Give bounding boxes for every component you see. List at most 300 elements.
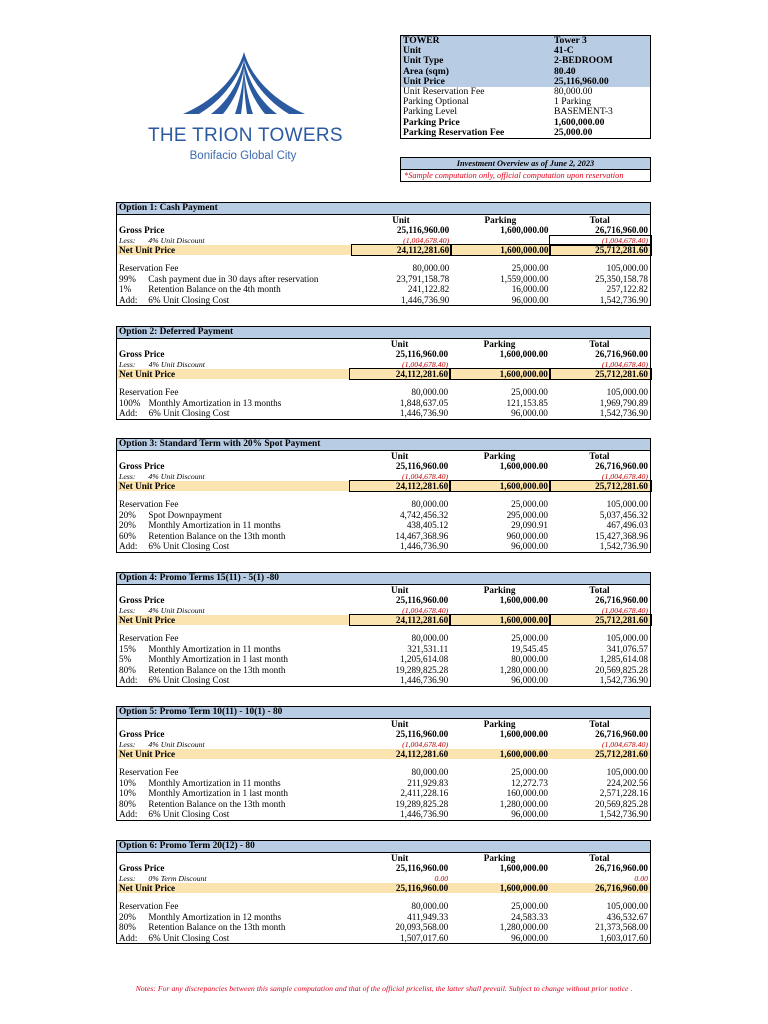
unit-amount: 24,112,281.60 — [350, 481, 450, 492]
option-title: Option 6: Promo Term 20(12) - 80 — [117, 841, 651, 853]
unit-amount: 24,112,281.60 — [350, 749, 450, 760]
total-amount: Total — [589, 450, 610, 461]
row-label: Gross Price — [119, 595, 165, 605]
option-row — [117, 255, 651, 263]
parking-amount: 96,000.00 — [450, 809, 550, 820]
row-label: Net Unit Price — [117, 749, 351, 760]
row-label: Gross Price — [119, 349, 165, 359]
total-amount: 26,716,960.00 — [595, 863, 648, 873]
option-row — [117, 595, 651, 606]
parking-amount: 19,545.45 — [511, 643, 548, 654]
row-description: Monthly Amortization in 1 last month — [148, 788, 288, 798]
option-row — [117, 360, 651, 369]
total-amount: 25,712,281.60 — [550, 615, 651, 626]
row-label: Add: — [117, 933, 148, 944]
total-amount: 1,542,736.90 — [550, 541, 651, 552]
unit-info-label: Area (sqm) — [401, 67, 553, 77]
option-row — [117, 675, 651, 686]
brand-location: Bonifacio Global City — [189, 150, 297, 162]
total-amount: 1,285,614.08 — [599, 654, 648, 664]
unit-amount: 23,791,158.78 — [396, 273, 450, 284]
parking-amount — [450, 740, 550, 749]
parking-amount: Parking — [483, 852, 516, 863]
option-row — [117, 912, 651, 923]
row-label — [117, 450, 148, 461]
total-amount: (1,004,678.40) — [550, 236, 650, 245]
option-row — [117, 387, 651, 398]
unit-amount: 25,116,960.00 — [395, 595, 449, 605]
unit-amount: 1,446,736.90 — [352, 295, 452, 306]
unit-amount — [350, 491, 450, 499]
option-row — [117, 852, 651, 863]
unit-info-label: Unit Type — [401, 56, 553, 66]
row-label: 20% — [119, 520, 136, 530]
parking-amount: 12,272.73 — [511, 777, 548, 788]
option-row — [117, 531, 651, 542]
investment-heading: Investment Overview as of June 2, 2023 — [400, 157, 651, 170]
option-title: Option 3: Standard Term with 20% Spot Payment — [117, 439, 651, 451]
row-label: Less: — [119, 873, 136, 883]
row-description: Monthly Amortization in 1 last month — [148, 654, 288, 664]
row-label: Less: — [119, 739, 136, 749]
total-amount: 25,350,158.78 — [595, 273, 648, 284]
row-description — [148, 379, 351, 387]
parking-amount: 1,600,000.00 — [450, 749, 550, 760]
investment-disclaimer: *Sample computation only, official computation upon reservation — [400, 170, 651, 182]
parking-amount: 80,000.00 — [511, 654, 548, 664]
total-amount: (1,004,678.40) — [601, 605, 648, 615]
option-row — [117, 338, 651, 349]
unit-info-label: Parking Reservation Fee — [403, 126, 505, 138]
row-description: Retention Balance on the 4th month — [148, 284, 281, 294]
option-row — [117, 225, 651, 236]
unit-amount: 25,116,960.00 — [395, 729, 449, 739]
row-label — [117, 584, 148, 595]
option-row — [117, 263, 651, 274]
row-description — [147, 255, 351, 263]
row-description: Retention Balance on the 13th month — [148, 664, 286, 675]
option-row — [117, 491, 651, 499]
parking-amount: 160,000.00 — [506, 788, 548, 798]
parking-amount: 1,600,000.00 — [451, 245, 550, 256]
parking-amount — [450, 491, 550, 499]
parking-amount: 1,280,000.00 — [499, 798, 548, 809]
row-label — [117, 255, 148, 263]
unit-amount: 1,507,017.60 — [350, 933, 450, 944]
unit-info-value: BASEMENT-3 — [554, 106, 613, 118]
row-label: 80% — [119, 922, 136, 932]
row-label: Net Unit Price — [117, 615, 351, 626]
parking-amount — [450, 606, 550, 615]
total-amount: Total — [589, 718, 610, 729]
total-amount: 105,000.00 — [606, 901, 648, 911]
total-amount: 26,716,960.00 — [595, 461, 648, 471]
option-row — [117, 584, 651, 595]
parking-amount: Parking — [484, 214, 517, 225]
total-amount: 25,712,281.60 — [550, 481, 651, 492]
option-row — [117, 450, 651, 461]
row-label: 80% — [119, 664, 136, 675]
total-amount: 15,427,368.96 — [595, 530, 648, 541]
row-description: Monthly Amortization in 12 months — [148, 911, 282, 922]
parking-amount — [450, 472, 550, 481]
parking-amount: Parking — [483, 584, 516, 595]
total-amount — [550, 893, 651, 901]
row-description — [148, 338, 351, 349]
option-row — [117, 379, 651, 387]
unit-info-value: 25,116,960.00 — [552, 77, 651, 87]
unit-amount: (1,004,678.40) — [402, 471, 449, 481]
parking-amount: 1,600,000.00 — [499, 863, 548, 873]
total-amount: 257,122.82 — [606, 284, 648, 294]
row-label: Reservation Fee — [119, 499, 179, 509]
row-label: Gross Price — [119, 863, 165, 873]
total-amount: 1,542,736.90 — [550, 295, 650, 306]
unit-info-value: 2-BEDROOM — [552, 56, 651, 66]
total-amount — [550, 491, 651, 499]
total-amount: 1,542,736.90 — [550, 408, 651, 419]
unit-amount: 2,411,228.16 — [400, 788, 449, 798]
row-description: Spot Downpayment — [148, 509, 222, 520]
unit-amount: 241,122.82 — [407, 284, 450, 294]
unit-amount: 1,446,736.90 — [350, 408, 450, 419]
row-label: Gross Price — [119, 225, 165, 235]
row-label: 5% — [119, 654, 132, 664]
unit-amount: (1,004,678.40) — [403, 235, 450, 245]
row-label — [117, 852, 148, 863]
parking-amount: 25,000.00 — [511, 263, 549, 273]
row-label: Net Unit Price — [117, 245, 352, 256]
row-description — [147, 625, 350, 633]
total-amount: 5,037,456.32 — [599, 509, 648, 520]
total-amount: 20,569,825.28 — [595, 798, 648, 809]
unit-amount: Unit — [391, 584, 409, 595]
unit-amount: (1,004,678.40) — [401, 359, 449, 369]
unit-info-value: 80.40 — [552, 67, 651, 77]
row-label — [117, 759, 148, 767]
parking-amount: 16,000.00 — [511, 284, 549, 294]
option-row — [117, 799, 651, 810]
unit-info-label: Unit Reservation Fee — [403, 86, 485, 98]
parking-amount: 96,000.00 — [450, 541, 550, 552]
total-amount: 0.00 — [634, 873, 648, 883]
option-row — [117, 408, 651, 419]
option-row — [117, 284, 651, 295]
option-row — [117, 499, 651, 510]
row-label: 20% — [119, 911, 136, 922]
row-description — [147, 584, 350, 595]
parking-amount: Parking — [483, 718, 516, 729]
row-label: Less: — [119, 235, 136, 245]
option-row — [117, 274, 651, 285]
total-amount: 26,716,960.00 — [595, 349, 648, 359]
option-row — [117, 922, 651, 933]
row-label — [117, 214, 148, 225]
row-description: 6% Unit Closing Cost — [147, 675, 350, 686]
total-amount: 2,571,228.16 — [599, 788, 648, 798]
option-row — [117, 520, 651, 531]
option-row — [117, 633, 651, 644]
unit-amount: 1,848,637.05 — [399, 397, 449, 408]
row-label — [117, 625, 148, 633]
row-description: Monthly Amortization in 11 months — [148, 777, 281, 788]
option-row — [117, 461, 651, 472]
row-label — [117, 893, 148, 901]
tower-tent-icon — [181, 50, 307, 120]
option-table — [116, 202, 651, 306]
parking-amount — [450, 360, 550, 369]
parking-amount: 1,600,000.00 — [450, 883, 550, 894]
unit-amount: 14,467,368.96 — [395, 530, 449, 541]
row-label: Less: — [119, 471, 136, 481]
total-amount — [550, 379, 651, 387]
unit-info-row — [401, 128, 651, 139]
row-description — [147, 491, 350, 499]
row-label: Add: — [117, 809, 148, 820]
unit-amount: 80,000.00 — [411, 767, 449, 777]
parking-amount: 1,280,000.00 — [499, 922, 548, 932]
unit-info-value: 1,600,000.00 — [554, 116, 605, 128]
option-row — [117, 901, 651, 912]
row-label — [117, 718, 148, 729]
unit-info-label: Parking Optional — [403, 96, 469, 108]
total-amount: 26,716,960.00 — [595, 595, 648, 605]
unit-info-value: 41-C — [552, 46, 651, 56]
row-description: 4% Unit Discount — [148, 359, 205, 369]
row-description: 4% Unit Discount — [148, 471, 205, 481]
parking-amount: 1,600,000.00 — [499, 595, 548, 605]
unit-info-label: Parking Price — [403, 116, 460, 128]
option-row — [117, 778, 651, 789]
row-description: Monthly Amortization in 11 months — [148, 520, 281, 530]
unit-info-label: Parking Level — [403, 106, 458, 118]
option-row — [117, 472, 651, 481]
row-description: 0% Term Discount — [148, 873, 207, 883]
unit-amount: 80,000.00 — [412, 263, 450, 273]
row-label: Add: — [117, 675, 148, 686]
unit-amount: 80,000.00 — [411, 499, 449, 509]
total-amount: 341,076.57 — [606, 643, 648, 654]
row-label: Reservation Fee — [119, 901, 179, 911]
parking-amount — [451, 255, 550, 263]
option-row — [117, 625, 651, 633]
row-label: 20% — [119, 509, 136, 520]
parking-amount: 25,000.00 — [511, 387, 548, 397]
row-label — [117, 491, 148, 499]
row-label: Gross Price — [119, 461, 165, 471]
row-description: Cash payment due in 30 days after reservation — [148, 273, 319, 284]
option-row — [117, 788, 651, 799]
row-label: 10% — [119, 777, 136, 788]
row-label: 99% — [119, 273, 136, 284]
unit-amount: 211,929.83 — [407, 777, 449, 788]
total-amount: (1,004,678.40) — [601, 359, 648, 369]
option-row — [117, 349, 651, 360]
row-label: Net Unit Price — [117, 481, 351, 492]
total-amount: 105,000.00 — [606, 387, 648, 397]
unit-info-table — [400, 35, 651, 139]
row-description — [147, 450, 350, 461]
unit-amount — [350, 759, 450, 767]
row-description: 6% Unit Closing Cost — [147, 295, 351, 306]
option-row — [117, 767, 651, 778]
row-label: Add: — [117, 295, 148, 306]
parking-amount: 960,000.00 — [506, 530, 548, 541]
parking-amount: 25,000.00 — [511, 767, 548, 777]
parking-amount: 29,090.91 — [511, 520, 548, 530]
total-amount: Total — [589, 214, 610, 225]
row-label: Gross Price — [119, 729, 165, 739]
option-table — [116, 840, 651, 944]
option-row — [117, 665, 651, 676]
parking-amount: 96,000.00 — [450, 675, 550, 686]
unit-info-label: TOWER — [401, 36, 553, 47]
parking-amount: 1,600,000.00 — [499, 729, 548, 739]
total-amount: 1,969,790.89 — [599, 397, 648, 408]
footer-notes: Notes: For any discrepancies between this sample computation and that of the official pricelist, the latter shall prevail. Subject to change without prior notice . — [135, 984, 633, 993]
investment-overview — [400, 157, 651, 182]
option-row — [117, 615, 651, 626]
option-row — [117, 398, 651, 409]
unit-amount: Unit — [390, 338, 409, 349]
unit-amount: 25,116,960.00 — [396, 225, 450, 235]
row-description — [147, 759, 350, 767]
total-amount: 20,569,825.28 — [595, 664, 648, 675]
option-row — [117, 236, 651, 245]
row-description: Retention Balance on the 13th month — [148, 530, 286, 541]
total-amount: 224,202.56 — [606, 777, 648, 788]
option-title: Option 1: Cash Payment — [117, 203, 651, 215]
parking-amount: 1,559,000.00 — [500, 273, 549, 284]
total-amount: 105,000.00 — [606, 499, 648, 509]
unit-amount — [350, 625, 450, 633]
option-row — [117, 654, 651, 665]
unit-info-value: 25,000.00 — [554, 126, 593, 138]
unit-amount: 1,446,736.90 — [350, 541, 450, 552]
option-row — [117, 295, 651, 306]
unit-amount: 19,289,825.28 — [395, 798, 449, 809]
option-row — [117, 481, 651, 492]
total-amount: 25,712,281.60 — [550, 749, 651, 760]
option-row — [117, 606, 651, 615]
unit-amount: 4,742,456.32 — [399, 509, 449, 520]
total-amount: 21,373,568.00 — [595, 922, 648, 932]
parking-amount — [450, 874, 550, 883]
row-description: Monthly Amortization in 13 months — [148, 397, 282, 408]
row-description: 6% Unit Closing Cost — [147, 933, 350, 944]
row-description: 4% Unit Discount — [148, 739, 205, 749]
unit-amount: 25,116,960.00 — [350, 883, 450, 894]
unit-amount: 411,949.33 — [407, 911, 449, 922]
total-amount: 1,542,736.90 — [550, 809, 651, 820]
unit-amount: 321,531.11 — [407, 643, 449, 654]
row-description: 6% Unit Closing Cost — [147, 541, 350, 552]
row-label: Add: — [117, 541, 148, 552]
row-description — [147, 852, 350, 863]
row-label: 1% — [119, 284, 132, 294]
row-label: Reservation Fee — [119, 263, 179, 273]
total-amount — [550, 759, 651, 767]
total-amount: 467,496.03 — [606, 520, 648, 530]
option-title: Option 4: Promo Terms 15(11) - 5(1) -80 — [117, 573, 651, 585]
parking-amount: 1,600,000.00 — [450, 369, 550, 380]
unit-amount — [352, 255, 452, 263]
unit-info-value: Tower 3 — [552, 36, 651, 47]
option-row — [117, 510, 651, 521]
unit-amount: Unit — [390, 852, 409, 863]
option-row — [117, 933, 651, 944]
parking-amount: 24,583.33 — [511, 911, 548, 922]
parking-amount: 1,600,000.00 — [450, 481, 550, 492]
parking-amount: 1,600,000.00 — [450, 615, 550, 626]
row-description: 6% Unit Closing Cost — [147, 809, 350, 820]
unit-amount: 25,116,960.00 — [395, 349, 449, 359]
parking-amount: Parking — [483, 338, 516, 349]
total-amount: 436,532.67 — [606, 911, 648, 922]
total-amount: 25,712,281.60 — [550, 245, 650, 256]
option-row — [117, 863, 651, 874]
unit-amount: 1,205,614.08 — [400, 654, 449, 664]
unit-amount: 0.00 — [434, 873, 449, 883]
unit-amount: Unit — [390, 450, 409, 461]
unit-info-label: Unit — [401, 46, 553, 56]
option-row — [117, 749, 651, 760]
unit-info-value: 80,000.00 — [554, 86, 593, 98]
row-description: Retention Balance on the 13th month — [148, 922, 286, 932]
brand-logo — [144, 50, 344, 170]
parking-amount: Parking — [483, 450, 516, 461]
unit-amount: Unit — [392, 214, 410, 225]
unit-amount: Unit — [391, 718, 409, 729]
option-title: Option 5: Promo Term 10(11) - 10(1) - 80 — [117, 707, 651, 719]
row-label: 60% — [119, 530, 136, 541]
option-row — [117, 214, 651, 225]
row-description: 4% Unit Discount — [148, 235, 205, 245]
option-row — [117, 893, 651, 901]
option-row — [117, 718, 651, 729]
parking-amount: 1,600,000.00 — [500, 225, 549, 235]
row-description: 6% Unit Closing Cost — [148, 408, 351, 419]
unit-amount: (1,004,678.40) — [402, 739, 449, 749]
total-amount: Total — [589, 852, 610, 863]
parking-amount — [450, 379, 550, 387]
row-description — [147, 214, 351, 225]
option-row — [117, 874, 651, 883]
option-row — [117, 541, 651, 552]
row-description — [147, 893, 350, 901]
row-label: 15% — [119, 643, 136, 654]
unit-info-label: Unit Price — [401, 77, 553, 87]
row-label: 80% — [119, 798, 136, 809]
parking-amount: 121,153.85 — [506, 397, 548, 408]
unit-amount — [350, 379, 450, 387]
parking-amount: 1,600,000.00 — [499, 461, 548, 471]
row-label: 10% — [119, 788, 136, 798]
parking-amount: 96,000.00 — [450, 408, 550, 419]
option-table — [116, 706, 651, 821]
row-label: Reservation Fee — [119, 633, 179, 643]
parking-amount: 25,000.00 — [511, 499, 548, 509]
total-amount: 1,603,017.60 — [550, 933, 651, 944]
row-description: Monthly Amortization in 11 months — [148, 643, 281, 654]
parking-amount: 25,000.00 — [511, 633, 548, 643]
option-title: Option 2: Deferred Payment — [117, 327, 651, 339]
total-amount — [550, 625, 651, 633]
total-amount: Total — [589, 338, 610, 349]
row-label: Reservation Fee — [119, 767, 179, 777]
unit-amount: 24,112,281.60 — [352, 245, 452, 256]
row-label — [117, 379, 148, 387]
